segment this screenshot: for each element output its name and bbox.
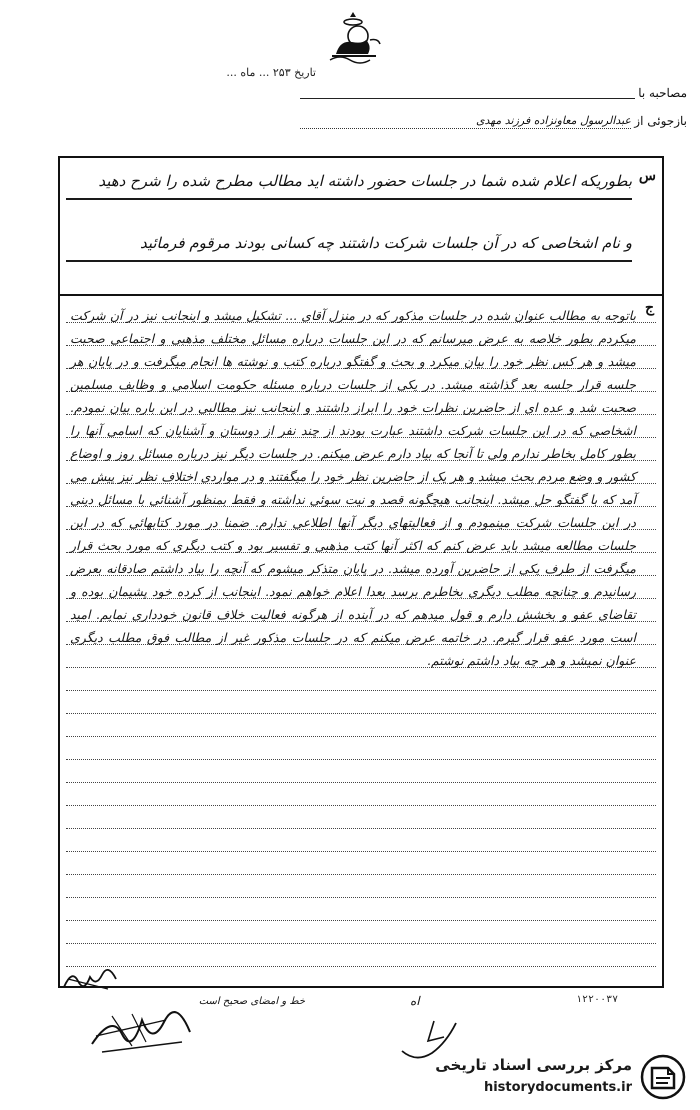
ruled-line bbox=[66, 759, 656, 760]
question-line-2: و نام اشخاصی که در آن جلسات شرکت داشتند چه کسانی بودند مرقوم فرمائید bbox=[139, 234, 632, 252]
interrogator-label: بازجوئی از bbox=[634, 114, 687, 128]
signature-note: خط و امضای صحیح است bbox=[198, 996, 305, 1007]
interrogator-rule bbox=[300, 128, 631, 129]
bottom-signature-icon bbox=[82, 996, 202, 1060]
interrogator-name: عبدالرسول معاونزاده فرزند مهدی bbox=[475, 114, 631, 127]
watermark-title: مرکز بررسی اسناد تاریخی bbox=[435, 1056, 632, 1074]
interrogator-row bbox=[300, 112, 695, 134]
date-line bbox=[96, 66, 316, 82]
archive-watermark bbox=[430, 1050, 692, 1104]
watermark-url: historydocuments.ir bbox=[483, 1080, 632, 1095]
answer-text: باتوجه به مطالب عنوان شده در جلسات مذکور که در منزل آقای ... تشکیل میشد و اینجانب نیز در آن شرکت میکردم بطور خلاصه به عرض میرسانم که در این جلسات درباره مسائل مختلف مذهبی و اجتماعی صحبت میشد و هر کس نظر خود را بیان میکرد و بحث و گفتگو درباره کتب و نوشته ها انجام میگرفت و در پایان هر جلسه قرار جلسه بعد گذاشته میشد. در یکی از جلسات درباره مسئله حکومت اسلامی و وظایف مسلمین صحبت شد و عده ای از حاضرین نظرات خود را ابراز داشتند و اینجانب نیز مطالبی در این باره بیان نمودم. اشخاصی که در این جلسات شرکت داشتند عبارت بودند از چند نفر از دوستان و آشنایان که اسامی آنها را بطور کامل بخاطر ندارم ولی تا آنجا که بیاد دارم عرض میکنم. در جلسات دیگر نیز درباره مسائل روز و اوضاع کشور و وضع مردم بحث میشد و هر یک از حاضرین نظر خود را میگفتند و در مواردی اختلاف نظر نیز پیش می آمد که با گفتگو حل میشد. اینجانب هیچگونه قصد و نیت سوئی نداشته و فقط بمنظور آشنائی با مسائل دینی در این جلسات شرکت مینمودم و از فعالیتهای دیگر آنها اطلاعی ندارم. ضمنا در مورد کتابهائی که در این جلسات مطالعه میشد باید عرض کنم که اکثر آنها کتب مذهبی و تفسیر بود و کتب دیگری که مورد بحث قرار میگرفت از طرف یکی از حاضرین آورده میشد. در پایان متذکر میشوم که آنچه را بیاد داشتم صادقانه بعرض رسانیدم و چنانچه مطلب دیگری بخاطرم برسد بعدا اعلام خواهم نمود. اینجانب از کرده خود پشیمان بوده و تقاضای عفو و بخشش دارم و قول میدهم که در آینده از هرگونه فعالیت خلاف قانون خودداری نمایم. امید است مورد عفو قرار گیرم. در خاتمه عرض میکنم که در جلسات مذکور غیر از مطالب فوق مطلب دیگری عنوان نمیشد و هر چه بیاد داشتم نوشتم. bbox=[70, 308, 636, 668]
ruled-line bbox=[66, 828, 656, 829]
interrogation-frame bbox=[58, 156, 664, 988]
ruled-line bbox=[66, 805, 656, 806]
question-section bbox=[60, 158, 662, 294]
ruled-line bbox=[66, 897, 656, 898]
archive-logo-icon bbox=[640, 1054, 686, 1100]
ruled-line bbox=[66, 851, 656, 852]
attendance-rule bbox=[300, 98, 635, 99]
ruled-line bbox=[66, 736, 656, 737]
margin-signature-icon bbox=[60, 965, 120, 995]
ruled-line bbox=[66, 943, 656, 944]
ruled-line bbox=[66, 690, 656, 691]
question-label: س bbox=[638, 168, 656, 184]
date-label: تاریخ bbox=[294, 66, 316, 79]
initial-mark: اه bbox=[410, 994, 420, 1008]
attendance-label: مصاحبه با bbox=[638, 86, 687, 100]
answer-label: ج bbox=[644, 300, 654, 316]
question-line-1: بطوریکه اعلام شده شما در جلسات حضور داشته اید مطالب مطرح شده را شرح دهید bbox=[98, 172, 632, 190]
page-code: ۱۲۲۰۰۳۷ bbox=[576, 994, 619, 1005]
ruled-line bbox=[66, 713, 656, 714]
question-rule-1 bbox=[66, 198, 632, 200]
answer-section bbox=[60, 298, 662, 986]
lion-and-sun-emblem-icon bbox=[322, 10, 384, 66]
ruled-line bbox=[66, 782, 656, 783]
section-divider bbox=[60, 294, 662, 296]
question-rule-2 bbox=[66, 260, 632, 262]
attendance-row bbox=[300, 86, 695, 106]
date-value: ۲۵۳ ... ماه ... bbox=[226, 66, 291, 79]
ruled-line bbox=[66, 874, 656, 875]
ruled-line bbox=[66, 966, 656, 967]
ruled-line bbox=[66, 920, 656, 921]
